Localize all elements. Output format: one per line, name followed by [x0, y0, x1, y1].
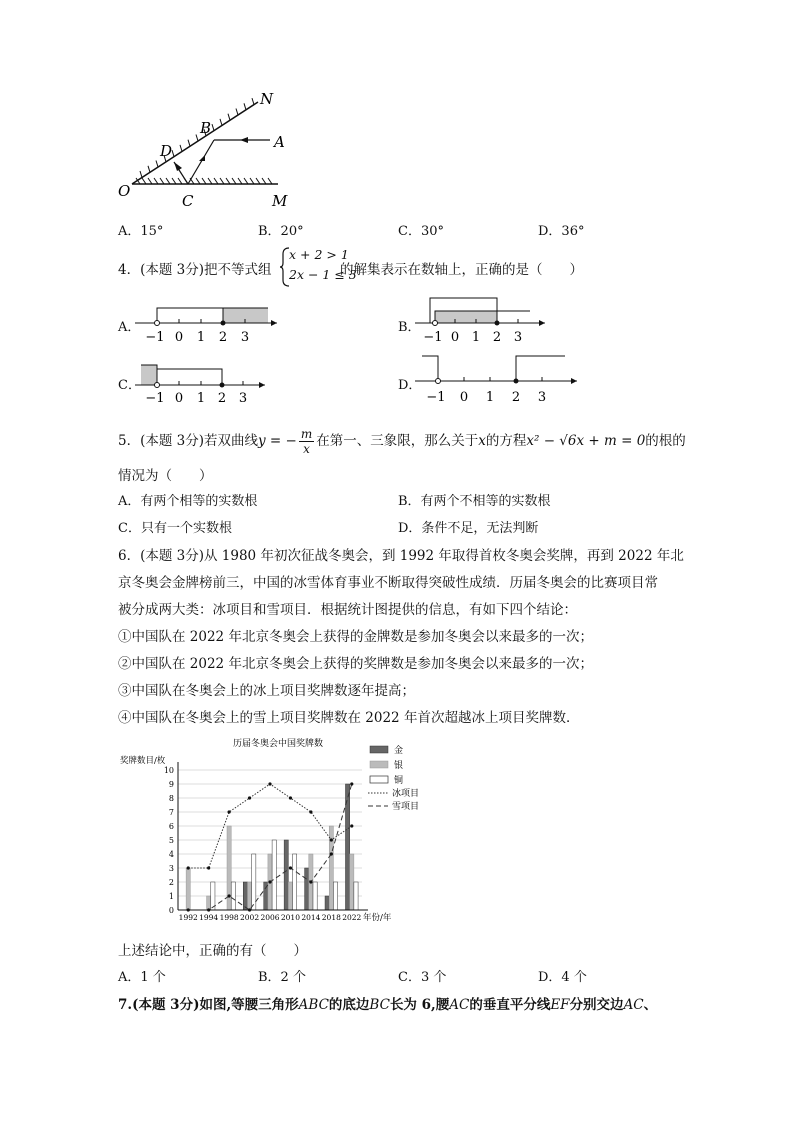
- svg-text:3: 3: [537, 390, 547, 405]
- q6-line-2: 京冬奥会金牌榜前三，中国的冰雪体育事业不断取得突破性成绩．历届冬奥会的比赛项目常: [118, 575, 658, 591]
- point-冰项目-1992: [187, 866, 190, 869]
- y-tick-label: 1: [168, 892, 174, 901]
- svg-text:−1: −1: [423, 330, 443, 345]
- point-冰项目-2006: [268, 782, 271, 785]
- x-tick-label: 2006: [260, 913, 280, 922]
- q4-numberline-d[interactable]: [415, 350, 585, 407]
- x-tick-label: 1992: [178, 913, 198, 922]
- chart-xlabel: 年份/年: [363, 913, 392, 923]
- q4-numberline-b[interactable]: [415, 293, 555, 348]
- q4-option-a-label[interactable]: A．: [118, 320, 141, 335]
- q4-numberline-a[interactable]: [135, 296, 285, 348]
- x-tick-label: 2022: [342, 913, 362, 922]
- shaded-range: [141, 365, 157, 385]
- q3-option-a[interactable]: A．15°: [118, 224, 164, 239]
- q3-option-b[interactable]: B．20°: [258, 224, 304, 239]
- q7-stem: 7.(本题 3分)如图,等腰三角形ABC的底边BC长为 6,腰AC的垂直平分线EF分别交边AC、: [118, 997, 658, 1013]
- label-d: D: [160, 142, 173, 160]
- q4-option-d-label[interactable]: D．: [398, 378, 422, 393]
- q6-conclusion-1: ①中国队在 2022 年北京冬奥会上获得的金牌数是参加冬奥会以来最多的一次；: [118, 629, 593, 645]
- legend-ice: 冰项目: [392, 789, 420, 799]
- bar-金-2002: [243, 882, 247, 910]
- svg-text:3: 3: [513, 330, 523, 345]
- q6-option-b[interactable]: B．2 个: [258, 970, 306, 985]
- q3-option-c[interactable]: C．30°: [398, 224, 444, 239]
- q5-option-d[interactable]: D．条件不足，无法判断: [398, 521, 539, 536]
- q3-option-d[interactable]: D．36°: [538, 224, 585, 239]
- q6-conclusion-2: ②中国队在 2022 年北京冬奥会上获得的奖牌数是参加冬奥会以来最多的一次；: [118, 656, 593, 672]
- svg-text:−1: −1: [426, 390, 446, 405]
- q6-line-3: 被分成两大类：冰项目和雪项目．根据统计图提供的信息，有如下四个结论：: [118, 602, 577, 618]
- svg-text:0: 0: [174, 391, 184, 406]
- q4-numberline-c[interactable]: [135, 357, 275, 407]
- label-a: A: [274, 133, 285, 151]
- svg-text:0: 0: [450, 330, 460, 345]
- svg-text:2: 2: [492, 330, 502, 345]
- svg-text:0: 0: [174, 330, 184, 345]
- svg-text:1: 1: [471, 330, 481, 345]
- chart-ylabel: 奖牌数目/枚: [120, 756, 166, 766]
- point-雪项目-2022: [350, 782, 353, 785]
- q4-ineq-1: x + 2 > 1: [289, 247, 349, 262]
- point-雪项目-1998: [228, 894, 231, 897]
- svg-text:−1: −1: [145, 330, 165, 345]
- label-m: M: [272, 192, 288, 210]
- point-冰项目-2018: [330, 838, 333, 841]
- bar-铜-2010: [293, 854, 297, 910]
- y-tick-label: 5: [168, 836, 174, 845]
- x-tick-label: 1998: [219, 913, 239, 922]
- label-o: O: [118, 182, 131, 200]
- svg-text:1: 1: [196, 330, 206, 345]
- point-雪项目-2014: [309, 880, 312, 883]
- point-冰项目-1998: [228, 810, 231, 813]
- y-tick-label: 7: [168, 808, 174, 817]
- x-tick-label: 2010: [280, 913, 300, 922]
- bar-铜-2018: [333, 882, 337, 910]
- bar-银-2002: [247, 882, 251, 910]
- y-tick-label: 2: [168, 878, 174, 887]
- bar-铜-1998: [231, 882, 235, 910]
- svg-text:2: 2: [511, 390, 521, 405]
- q4-stem-prefix: 4．(本题 3分)把不等式组: [118, 262, 272, 278]
- q6-question: 上述结论中，正确的有（ ）: [118, 943, 307, 959]
- x-tick-label: 1994: [199, 913, 219, 922]
- bar-铜-2006: [272, 840, 276, 910]
- legend-swatch-bronze: [370, 776, 388, 783]
- svg-text:1: 1: [196, 391, 206, 406]
- legend-bronze: 铜: [394, 776, 404, 786]
- point-雪项目-2018: [330, 852, 333, 855]
- point-冰项目-2002: [248, 796, 251, 799]
- q6-line-1: 6．(本题 3分)从 1980 年初次征战冬奥会，到 1992 年取得首枚冬奥会奖牌，再到 2022 年北: [118, 548, 684, 564]
- label-c: C: [182, 192, 194, 210]
- q4-ineq-2: 2x − 1 ≤ 3: [289, 267, 357, 282]
- legend-snow: 雪项目: [392, 802, 420, 812]
- x-tick-label: 2014: [301, 913, 321, 922]
- mirror-figure: [110, 88, 310, 213]
- label-n: N: [260, 90, 274, 108]
- bar-铜-2014: [313, 882, 317, 910]
- legend-swatch-gold: [370, 746, 388, 753]
- q5-option-a[interactable]: A．有两个相等的实数根: [118, 494, 258, 509]
- chart-title: 历届冬奥会中国奖牌数: [232, 739, 324, 749]
- y-tick-label: 0: [168, 906, 174, 915]
- q6-conclusion-3: ③中国队在冬奥会上的冰上项目奖牌数逐年提高；: [118, 683, 415, 699]
- q4-stem-suffix: 的解集表示在数轴上，正确的是（ ）: [340, 262, 583, 278]
- y-tick-label: 9: [168, 780, 174, 789]
- svg-text:2: 2: [217, 391, 227, 406]
- svg-text:3: 3: [238, 391, 248, 406]
- legend-silver: 银: [394, 761, 404, 771]
- bar-银-2010: [288, 882, 292, 910]
- bar-金-2014: [305, 868, 309, 910]
- q6-option-c[interactable]: C．3 个: [398, 970, 447, 985]
- point-雪项目-2010: [289, 866, 292, 869]
- svg-text:3: 3: [240, 330, 250, 345]
- point-冰项目-2022: [350, 824, 353, 827]
- q5-stem: 5．(本题 3分)若双曲线y = − $\frac{m}{x}$ 在第一、三象限，那么关于x的方程x² − √6x + m = 0的根的: [118, 427, 686, 456]
- y-tick-label: 4: [168, 850, 174, 859]
- q5-stem-line-2: 情况为（ ）: [118, 468, 213, 484]
- q5-option-c[interactable]: C．只有一个实数根: [118, 521, 232, 536]
- q6-option-a[interactable]: A．1 个: [118, 970, 166, 985]
- bar-铜-2022: [354, 882, 358, 910]
- bar-金-2018: [325, 896, 329, 910]
- bar-银-1992: [186, 868, 190, 910]
- y-tick-label: 8: [168, 794, 174, 803]
- point-雪项目-2006: [268, 880, 271, 883]
- point-冰项目-1994: [207, 866, 210, 869]
- bar-银-2022: [350, 854, 354, 910]
- point-冰项目-2014: [309, 810, 312, 813]
- y-tick-label: 3: [168, 864, 174, 873]
- y-tick-label: 6: [168, 822, 174, 831]
- q4-option-c-label[interactable]: C．: [118, 378, 141, 393]
- legend-swatch-silver: [370, 761, 388, 768]
- svg-text:0: 0: [459, 390, 469, 405]
- q4-option-b-label[interactable]: B．: [398, 320, 421, 335]
- point-冰项目-2010: [289, 796, 292, 799]
- q5-option-b[interactable]: B．有两个不相等的实数根: [398, 494, 551, 509]
- q6-option-d[interactable]: D．4 个: [538, 970, 587, 985]
- x-tick-label: 2002: [240, 913, 260, 922]
- q6-conclusion-4: ④中国队在冬奥会上的雪上项目奖牌数在 2022 年首次超越冰上项目奖牌数．: [118, 710, 580, 726]
- x-tick-label: 2018: [321, 913, 341, 922]
- svg-text:2: 2: [218, 330, 228, 345]
- legend-gold: 金: [394, 746, 404, 756]
- svg-text:1: 1: [485, 390, 495, 405]
- medal-chart: [118, 736, 438, 931]
- y-tick-label: 10: [163, 766, 174, 775]
- label-b: B: [200, 119, 212, 137]
- shaded-range: [435, 311, 497, 323]
- svg-text:−1: −1: [145, 391, 165, 406]
- bar-银-1994: [207, 896, 211, 910]
- bar-金-2010: [284, 840, 288, 910]
